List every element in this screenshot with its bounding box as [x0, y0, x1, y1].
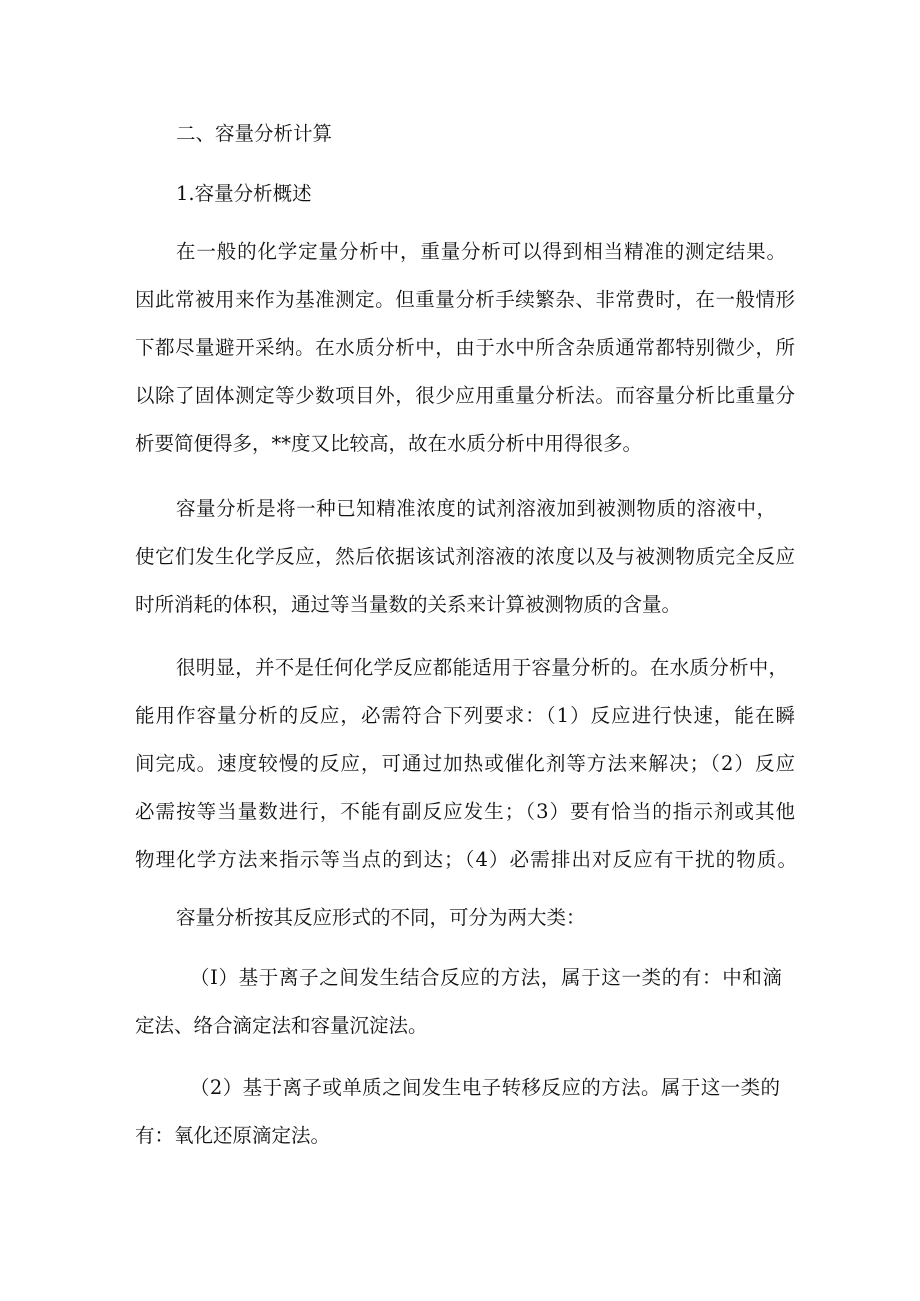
paragraph-line: 定法、络合滴定法和容量沉淀法。 — [135, 1014, 428, 1037]
paragraph-line: 能用作容量分析的反应，必需符合下列要求：（1）反应进行快速，能在瞬 — [135, 704, 795, 727]
paragraph-line: （2）基于离子或单质之间发生电子转移反应的方法。属于这一类的 — [190, 1076, 780, 1099]
section-heading: 二、容量分析计算 — [176, 122, 333, 145]
paragraph-line: 时所消耗的体积，通过等当量数的关系来计算被测物质的含量。 — [135, 593, 682, 616]
paragraph-line: 在一般的化学定量分析中，重量分析可以得到相当精准的测定结果。 — [176, 240, 786, 263]
paragraph-line: 有：氧化还原滴定法。 — [135, 1124, 331, 1147]
paragraph-line: 下都尽量避开采纳。在水质分析中，由于水中所含杂质通常都特别微少，所 — [135, 336, 795, 359]
paragraph-line: 因此常被用来作为基准测定。但重量分析手续繁杂、非常费时，在一般情形 — [135, 288, 795, 311]
paragraph-line: 必需按等当量数进行，不能有副反应发生；（3）要有恰当的指示剂或其他 — [135, 800, 795, 823]
subsection-heading: 1.容量分析概述 — [176, 182, 312, 205]
paragraph-line: 以除了固体测定等少数项目外，很少应用重量分析法。而容量分析比重量分 — [135, 384, 795, 407]
paragraph-line: 物理化学方法来指示等当点的到达；（4）必需排出对反应有干扰的物质。 — [135, 848, 797, 871]
paragraph-line: 很明显，并不是任何化学反应都能适用于容量分析的。在水质分析中， — [176, 656, 788, 679]
paragraph-line: 间完成。速度较慢的反应，可通过加热或催化剂等方法来解决；（2）反应 — [135, 752, 795, 775]
paragraph-line: 容量分析是将一种已知精准浓度的试剂溶液加到被测物质的溶液中， — [176, 497, 776, 520]
paragraph-line: 容量分析按其反应形式的不同，可分为两大类： — [176, 906, 586, 929]
paragraph-line: （I）基于离子之间发生结合反应的方法，属于这一类的有：中和滴 — [190, 966, 782, 989]
paragraph-line: 析要简便得多，**度又比较高，故在水质分析中用得很多。 — [135, 432, 643, 455]
paragraph-line: 使它们发生化学反应，然后依据该试剂溶液的浓度以及与被测物质完全反应 — [135, 545, 795, 568]
